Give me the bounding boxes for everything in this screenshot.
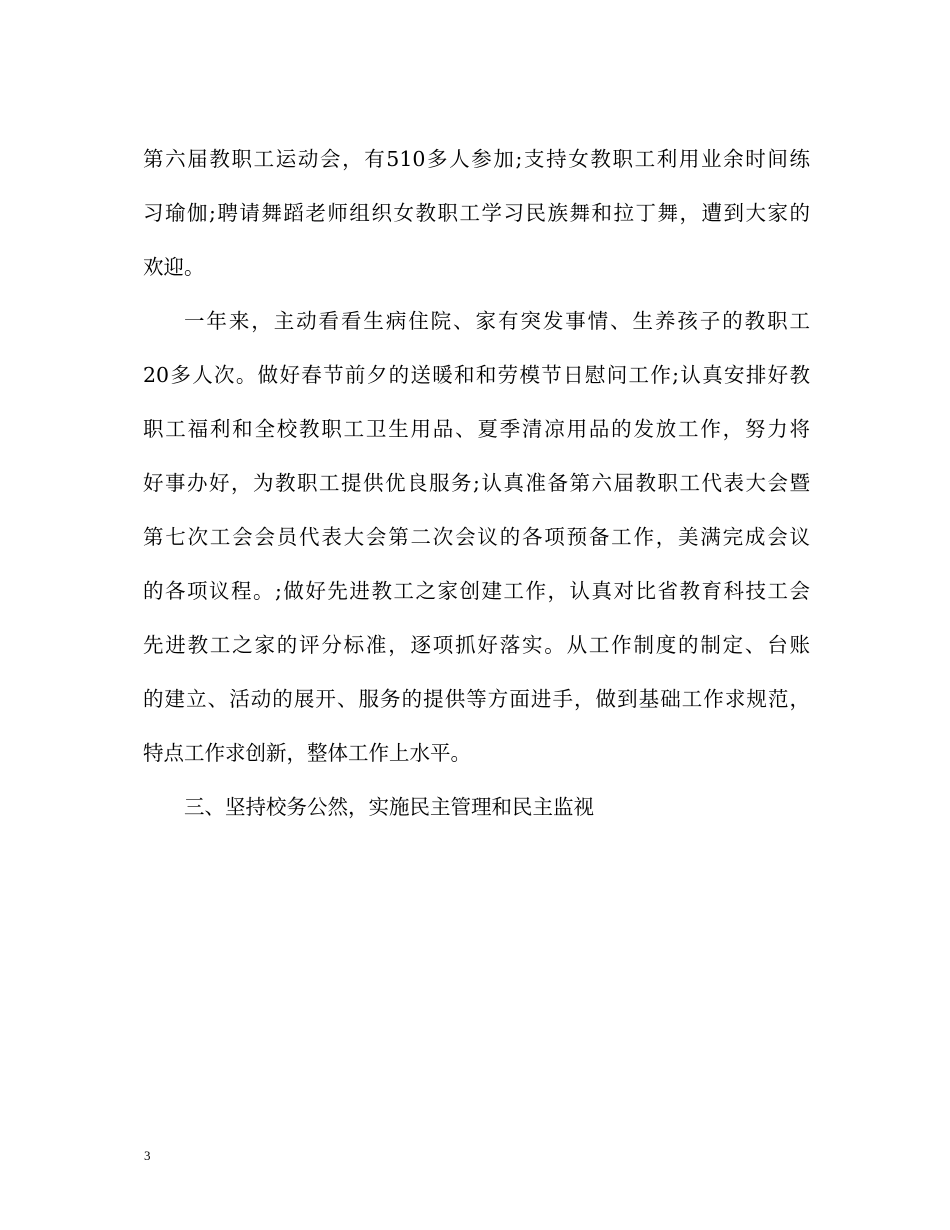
section-heading: 三、坚持校务公然，实施民主管理和民主监视 — [184, 795, 594, 819]
text-line-3: 欢迎。 — [143, 255, 205, 279]
text-line-9: 的各项议程。;做好先进教工之家创建工作，认真对比省教育科技工会 — [143, 579, 810, 603]
text-line-6: 职工福利和全校教职工卫生用品、夏季清凉用品的发放工作，努力将 — [143, 417, 810, 441]
text-line-2: 习瑜伽;聘请舞蹈老师组织女教职工学习民族舞和拉丁舞，遭到大家的 — [143, 201, 810, 225]
text-line-4: 一年来，主动看看生病住院、家有突发事情、生养孩子的教职工 — [184, 309, 810, 333]
text-line-1: 第六届教职工运动会，有510多人参加;支持女教职工利用业余时间练 — [143, 147, 810, 171]
text-line-12: 特点工作求创新，整体工作上水平。 — [143, 741, 471, 765]
page-number: 3 — [144, 1148, 151, 1163]
text-line-8: 第七次工会会员代表大会第二次会议的各项预备工作，美满完成会议 — [143, 525, 810, 549]
text-line-11: 的建立、活动的展开、服务的提供等方面进手，做到基础工作求规范， — [143, 687, 810, 711]
text-line-5: 20多人次。做好春节前夕的送暖和和劳模节日慰问工作;认真安排好教 — [143, 363, 810, 387]
body-text — [143, 140, 810, 842]
text-line-7: 好事办好，为教职工提供优良服务;认真准备第六届教职工代表大会暨 — [143, 471, 810, 495]
text-line-10: 先进教工之家的评分标准，逐项抓好落实。从工作制度的制定、台账 — [143, 633, 810, 657]
